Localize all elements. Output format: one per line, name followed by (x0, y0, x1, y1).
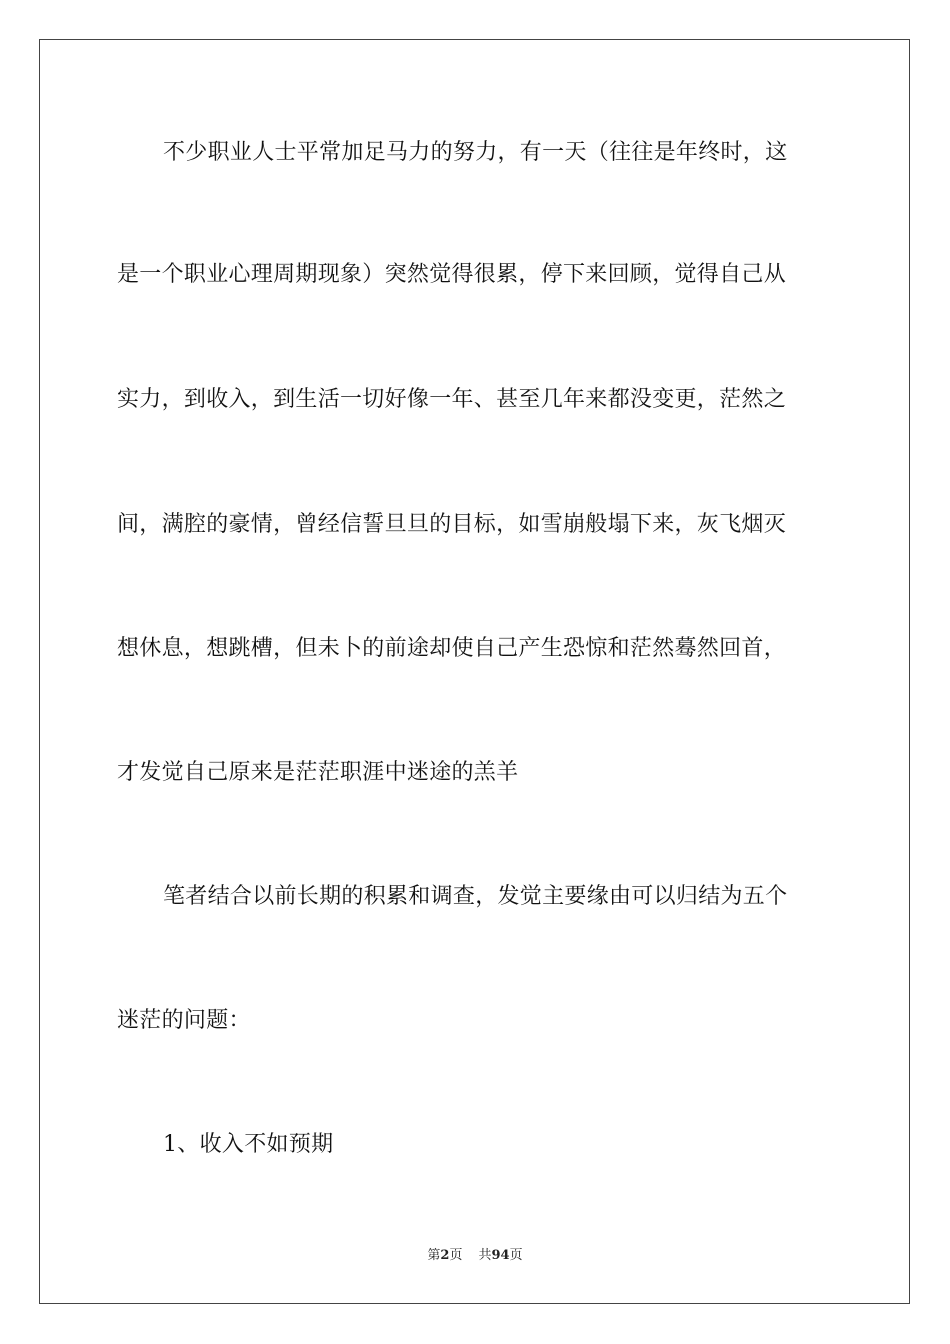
footer-page-number: 2 (440, 1248, 450, 1263)
paragraph-1-line-4: 间，满腔的豪情，曾经信誓旦旦的目标，如雪崩般塌下来，灰飞烟灭 (117, 512, 787, 537)
footer-page-prefix: 第 (427, 1248, 441, 1263)
paragraph-2-line-2: 迷茫的问题： (117, 1008, 251, 1033)
section-heading: 1、收入不如预期 (163, 1132, 334, 1157)
footer-total-prefix: 共 (478, 1248, 492, 1263)
paragraph-1-line-6: 才发觉自己原来是茫茫职涯中迷途的羔羊 (117, 760, 519, 785)
footer-total-suffix: 页 (509, 1248, 523, 1263)
paragraph-1-line-3: 实力，到收入，到生活一切好像一年、甚至几年来都没变更，茫然之 (117, 387, 787, 412)
page-footer (0, 1248, 950, 1264)
page-border (39, 39, 910, 1304)
footer-total-pages: 94 (491, 1248, 510, 1263)
footer-page-suffix: 页 (449, 1248, 463, 1263)
paragraph-1-line-5: 想休息，想跳槽，但未卜的前途却使自己产生恐惊和茫然蓦然回首， (117, 636, 787, 661)
paragraph-1-line-1: 不少职业人士平常加足马力的努力，有一天（往往是年终时，这 (163, 140, 788, 165)
paragraph-2-line-1: 笔者结合以前长期的积累和调查，发觉主要缘由可以归结为五个 (163, 884, 788, 909)
paragraph-1-line-2: 是一个职业心理周期现象）突然觉得很累，停下来回顾，觉得自己从 (117, 262, 787, 287)
